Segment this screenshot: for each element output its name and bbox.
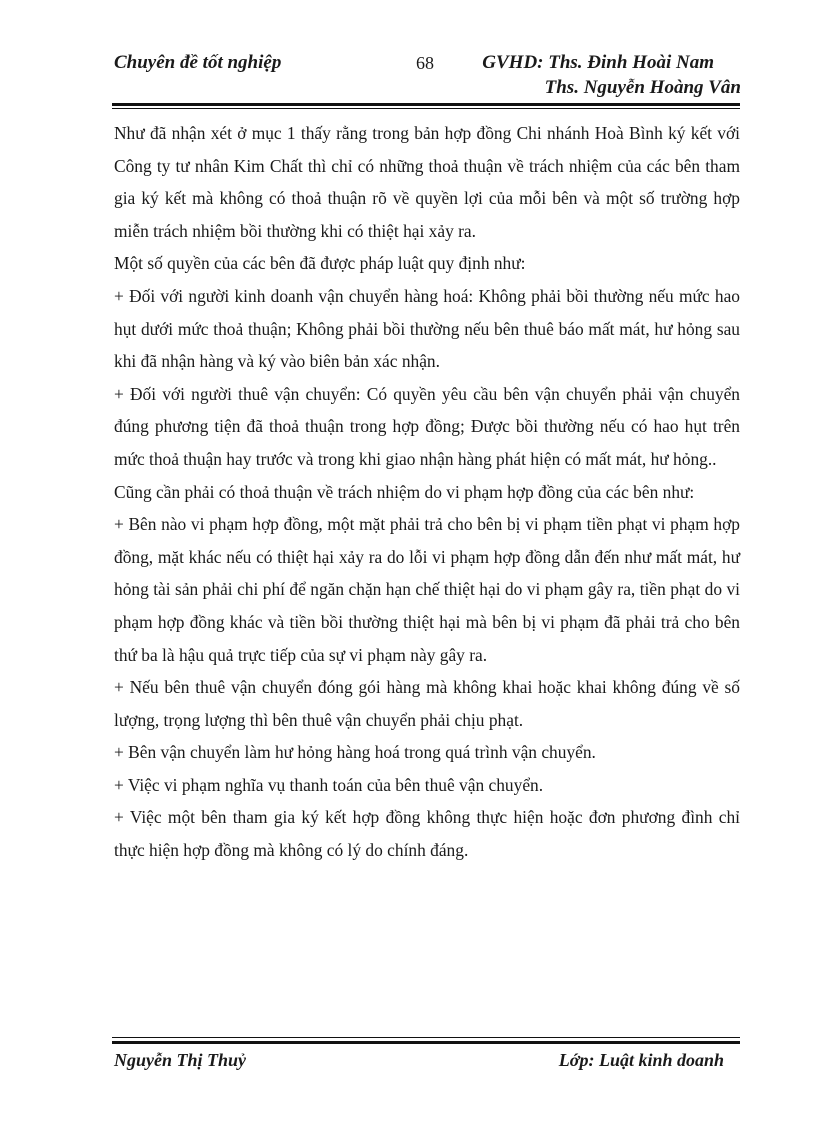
class-name: Lớp: Luật kinh doanh <box>558 1050 724 1070</box>
supervisor-line-1: GVHD: Ths. Đinh Hoài Nam <box>482 52 714 73</box>
paragraph: + Việc một bên tham gia ký kết hợp đồng không thực hiện hoặc đơn phương đình chỉ thực hiện hợp đồng mà không có lý do chính đáng. <box>114 807 740 861</box>
author-name: Nguyễn Thị Thuỷ <box>114 1050 247 1070</box>
paragraph: + Nếu bên thuê vận chuyển đóng gói hàng mà không khai hoặc khai không đúng về số lượng, trọng lượng thì bên thuê vận chuyển phải chịu phạt. <box>114 677 740 730</box>
document-title: Chuyên đề tốt nghiệp <box>114 52 282 73</box>
paragraph: + Đối với người thuê vận chuyển: Có quyền yêu cầu bên vận chuyển phải vận chuyển đúng phương tiện đã thoả thuận trong hợp đồng; Được bồi thường nếu có hao hụt trên mức thoả thuận hay trước và trong khi giao nhận hàng phát hiện có mất mát, hư hỏng.. <box>114 383 740 469</box>
body-text <box>114 117 740 867</box>
paragraph: Như đã nhận xét ở mục 1 thấy rằng trong bản hợp đồng Chi nhánh Hoà Bình ký kết với Công ty tư nhân Kim Chất thì chỉ có những thoả thuận về trách nhiệm của các bên tham gia ký kết mà không có thoả thuận rõ về quyền lợi của mỗi bên và một số trường hợp miễn trách nhiệm bồi thường khi có thiệt hại xảy ra. <box>114 123 740 241</box>
page-number: 68 <box>416 53 434 73</box>
paragraph: Một số quyền của các bên đã được pháp luật quy định như: <box>114 253 526 274</box>
header-rule-thin <box>112 108 740 109</box>
paragraph: + Bên vận chuyển làm hư hỏng hàng hoá trong quá trình vận chuyển. <box>114 742 596 763</box>
footer-rule-thick <box>112 1041 740 1044</box>
paragraph: + Bên nào vi phạm hợp đồng, một mặt phải trả cho bên bị vi phạm tiền phạt vi phạm hợp đồng, mặt khác nếu có thiệt hại xảy ra do lỗi vi phạm hợp đồng dẫn đến như mất mát, hư hỏng tài sản phải chi phí để ngăn chặn hạn chế thiệt hại do vi phạm gây ra, tiền phạt do vi phạm hợp đồng khác và tiền bồi thường thiệt hại mà bên bị vi phạm đã phải trả cho bên thứ ba là hậu quả trực tiếp của sự vi phạm này gây ra. <box>114 514 740 665</box>
paragraph: + Đối với người kinh doanh vận chuyển hàng hoá: Không phải bồi thường nếu mức hao hụt dưới mức thoả thuận; Không phải bồi thường nếu bên thuê báo mất mát, hư hỏng sau khi đã nhận hàng và ký vào biên bản xác nhận. <box>114 285 740 372</box>
supervisor-line-2: Ths. Nguyễn Hoàng Vân <box>544 77 741 98</box>
footer-rule-thin <box>112 1037 740 1038</box>
header-rule-thick <box>112 103 740 106</box>
paragraph: Cũng cần phải có thoả thuận về trách nhiệm do vi phạm hợp đồng của các bên như: <box>114 481 695 502</box>
paragraph: + Việc vi phạm nghĩa vụ thanh toán của bên thuê vận chuyển. <box>114 774 544 795</box>
